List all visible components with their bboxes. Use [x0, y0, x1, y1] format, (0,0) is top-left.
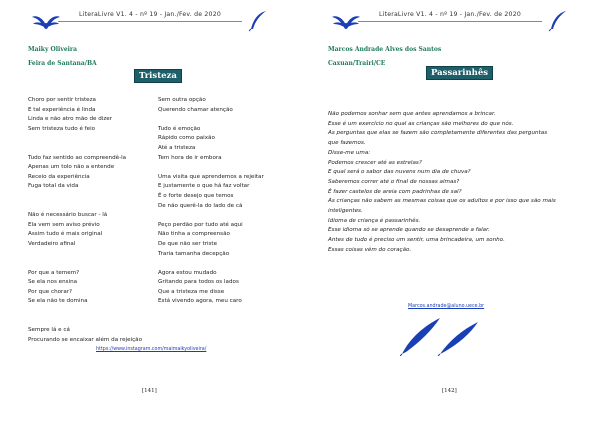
prose-line: inteligentes.: [328, 208, 363, 215]
poem-line: De não querê-la do lado de cá: [158, 202, 243, 209]
page-header: [28, 8, 272, 24]
poem-line: Tudo faz sentido ao compreendê-la: [28, 154, 127, 161]
prose-text: [328, 110, 578, 256]
poem-line: [158, 211, 264, 221]
prose-line: Idioma de criança é passarinhês.: [328, 217, 421, 224]
poem-line: [158, 163, 264, 173]
poem-line: Tem hora de ir embora: [158, 154, 222, 161]
poem-line: Choro por sentir tristeza: [28, 97, 96, 103]
poem-line: Rápido como paixão: [158, 135, 215, 142]
poem-line: [28, 134, 142, 144]
poem-line: Traria tamanha decepção: [158, 250, 230, 257]
page-header: [328, 8, 572, 24]
poem-line: Linda e não atro mão de dizer: [28, 116, 112, 123]
prose-line: Saberemos correr até o final de nossas almas?: [328, 178, 460, 185]
poem-line: Está vivendo agora, meu caro: [158, 298, 242, 305]
prose-line: Antes de tudo é preciso um sentir, uma brincadeira, um sonho.: [328, 237, 505, 244]
poem-line: Procurando se encaixar além da rejeição: [28, 336, 143, 343]
poem-line: Se ela nos ensina: [28, 279, 78, 286]
poem-line: Se ela não te domina: [28, 298, 88, 305]
page-number: [141]: [142, 388, 157, 394]
quill-icon: [548, 10, 568, 32]
poem-line: Assim tudo é mais original: [28, 231, 103, 238]
poem-column-right: [158, 96, 264, 307]
prose-line: Não podemos sonhar sem que antes aprendamos a brincar.: [328, 111, 496, 117]
prose-line: Essas coisas vêm do coração.: [328, 246, 412, 253]
poem-line: [28, 202, 142, 212]
poem-line: [158, 259, 264, 269]
quill-icon: [248, 10, 268, 32]
poem-line: [28, 259, 142, 269]
author-place: Feira de Santana/BA: [28, 60, 97, 67]
poem-line: [28, 144, 142, 154]
poem-line: [158, 115, 264, 125]
author-place: Caxuan/Trairi/CE: [328, 60, 386, 67]
prose-line: Esse é um exercício no qual as crianças são melhores do que nós.: [328, 120, 514, 127]
poem-line: [28, 250, 142, 260]
poem-line: Ela vem sem aviso prévio: [28, 221, 100, 228]
header-text: LiteraLivre V1. 4 - nº 19 - Jan./Fev. de 2020: [379, 11, 521, 18]
poem-line: Peço perdão por tudo até aqui: [158, 221, 243, 228]
poem-line: Apenas um tolo não a entende: [28, 164, 115, 171]
prose-line: Podemos crescer até as estrelas?: [328, 159, 422, 166]
page-number: [142]: [442, 388, 457, 394]
poem-line: Sem tristeza tudo é feio: [28, 125, 96, 132]
prose-line: Esse idioma só se aprende quando se desaprende a falar.: [328, 227, 490, 234]
poem-line: Gritando para todos os lados: [158, 279, 239, 286]
poem-line: É o forte desejo que temos: [158, 192, 234, 199]
poem-line: Verdadeiro afinal: [28, 240, 76, 247]
poem-line: Por que chorar?: [28, 288, 73, 295]
poem-line: Até a tristeza: [158, 144, 196, 151]
poem-line: E tal experiência é linda: [28, 106, 96, 113]
prose-line: As perguntas que elas se fazem são completamente diferentes das perguntas: [328, 130, 548, 137]
poem-line: [28, 317, 142, 327]
poem-line: De que não ser triste: [158, 240, 218, 247]
poem-line: Agora estou mudado: [158, 269, 217, 276]
poem-line: Fuga total da vida: [28, 183, 79, 190]
poem-column-left: [28, 96, 142, 345]
poem-line: [28, 307, 142, 317]
poem-line: Sempre lá e cá: [28, 327, 70, 334]
poem-line: Não tinha a compreensão: [158, 231, 230, 238]
instagram-link[interactable]: https://www.instagram.com/maimaikyoliveira/: [96, 347, 207, 352]
poem-line: Que a tristeza me disse: [158, 288, 225, 295]
prose-line: Disse-me uma:: [328, 149, 371, 156]
email-link[interactable]: Marcos.andrade@aluno.uece.br: [408, 304, 485, 309]
poem-line: [28, 192, 142, 202]
prose-line: que fazemos.: [328, 140, 366, 147]
right-page: [300, 0, 600, 424]
poem-line: Tudo é emoção: [158, 125, 201, 132]
poem-title: Tristeza: [134, 69, 182, 83]
poem-line: Uma visita que aprendemos a rejeitar: [158, 173, 264, 180]
prose-line: As crianças não sabem as mesmas coisas que os adultos e por isso que são mais: [328, 198, 556, 205]
header-rule: [358, 21, 542, 22]
feather-icon: [400, 316, 480, 356]
header-text: LiteraLivre V1. 4 - nº 19 - Jan./Fev. de 2020: [79, 11, 221, 18]
author-name: Marcos Andrade Alves dos Santos: [328, 46, 442, 53]
poem-line: Receio da experiência: [28, 173, 90, 180]
poem-line: Sem outra opção: [158, 97, 206, 103]
prose-line: E qual será o sabor das nuvens num dia de chuva?: [328, 169, 471, 176]
author-name: Maiky Oliveira: [28, 46, 77, 53]
header-rule: [58, 21, 242, 22]
poem-line: E justamente o que há faz voltar: [158, 183, 250, 190]
poem-line: Querendo chamar atenção: [158, 106, 233, 113]
poem-line: Não é necessário buscar - lá: [28, 212, 108, 219]
prose-line: É fazer castelos de areia com padrinhas de sal?: [328, 188, 462, 195]
poem-line: Por que a temem?: [28, 269, 80, 276]
text-title: Passarinhês: [426, 66, 493, 80]
